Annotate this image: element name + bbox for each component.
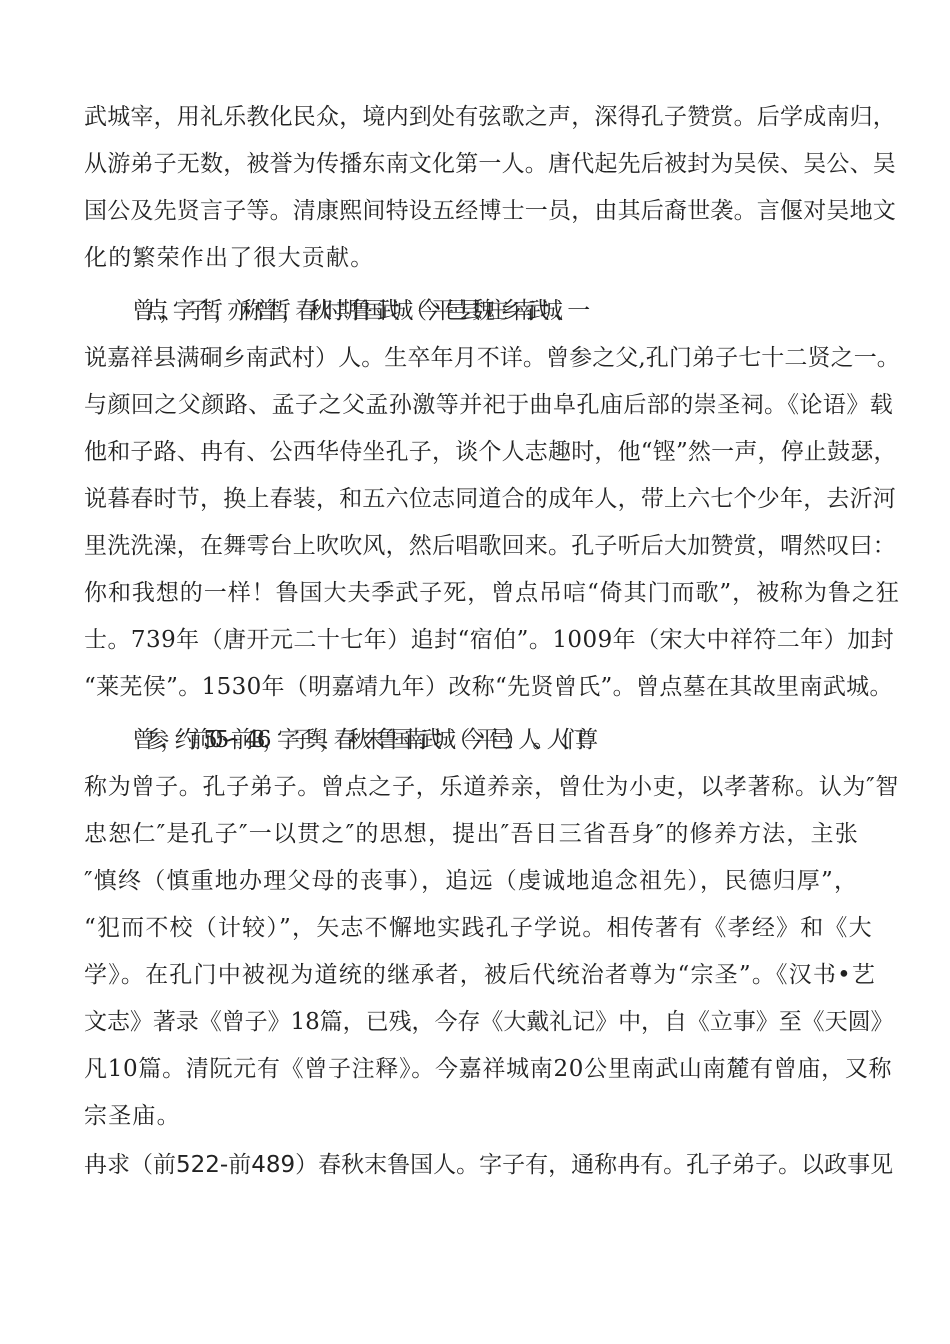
text-line: 你和我想的一样！鲁国大夫季武子死，曾点吊唁“倚其门而歌”，被称为鲁之狂 (84, 580, 900, 606)
text-line: 忠恕仁″是孔子″一以贯之″的思想，提出″吾日三省吾身″的修养方法，主张 (84, 821, 859, 847)
text-line: ″慎终（慎重地办理父母的丧事），追远（虔诚地追念祖先），民德归厚”， (84, 868, 859, 894)
text-line: 文志》著录《曾子》18篇，已残，今存《大戴礼记》中，自《立事》至《天圆》 (84, 1009, 894, 1035)
text-line: 学》。在孔门中被视为道统的继承者，被后代统治者尊为“宗圣”。《汉书•艺 (84, 962, 877, 988)
text-line: 国公及先贤言子等。清康熙间特设五经博士一员，由其后裔世袭。言偃对吴地文 (84, 198, 896, 224)
text-line: 从游弟子无数，被誉为传播东南文化第一人。唐代起先后被封为吴侯、吴公、吴 (84, 151, 896, 177)
paragraph-start-line: 曾参，约前505∽前436，字子舆，春秋末鲁国南武城（今平邑）人。人们尊 (132, 727, 590, 753)
text-line: 宗圣庙。 (84, 1103, 181, 1129)
paragraph-start-line: 冉求（前522-前489）春秋末鲁国人。字子有，通称冉有。孔子弟子。以政事见 (84, 1152, 894, 1178)
text-line: 称为曾子。孔子弟子。曾点之子，乐道养亲，曾仕为小吏，以孝著称。认为″智 (84, 774, 900, 800)
text-line: 士。739年（唐开元二十七年）追封“宿伯”。1009年（宋大中祥符二年）加封 (84, 627, 895, 653)
text-line: 武城宰，用礼乐教化民众，境内到处有弦歌之声，深得孔子赞赏。后学成南归， (84, 104, 896, 130)
text-line: 他和子路、冉有、公西华侍坐孔子，谈个人志趣时，他“铿”然一声，停止鼓瑟， (84, 439, 897, 465)
text-line: “莱芜侯”。1530年（明嘉靖九年）改称“先贤曾氏”。曾点墓在其故里南武城。 (84, 674, 893, 700)
text-line: 说嘉祥县满硐乡南武村）人。生卒年月不详。曾参之父,孔门弟子七十二贤之一。 (84, 345, 900, 371)
text-line: 化的繁荣作出了很大贡献。 (84, 245, 375, 271)
text-line: 凡10篇。清阮元有《曾子注释》。今嘉祥城南20公里南武山南麓有曾庙，又称 (84, 1056, 893, 1082)
text-line: “犯而不校（计较）”，矢志不懈地实践孔子学说。相传著有《孝经》和《大 (84, 915, 873, 941)
paragraph-start-line: 曾点，字子皙，亦称曾皙，春秋时期鲁国武城（今平邑县魏庄乡南武城、一 (132, 298, 581, 324)
text-line: 里洗洗澡，在舞雩台上吹吹风，然后唱歌回来。孔子听后大加赞赏，喟然叹曰： (84, 533, 896, 559)
text-line: 说暮春时节，换上春装，和五六位志同道合的成年人，带上六七个少年，去沂河 (84, 486, 896, 512)
text-line: 与颜回之父颜路、孟子之父孟孙激等并祀于曲阜孔庙后部的崇圣祠。《论语》载 (84, 392, 894, 418)
